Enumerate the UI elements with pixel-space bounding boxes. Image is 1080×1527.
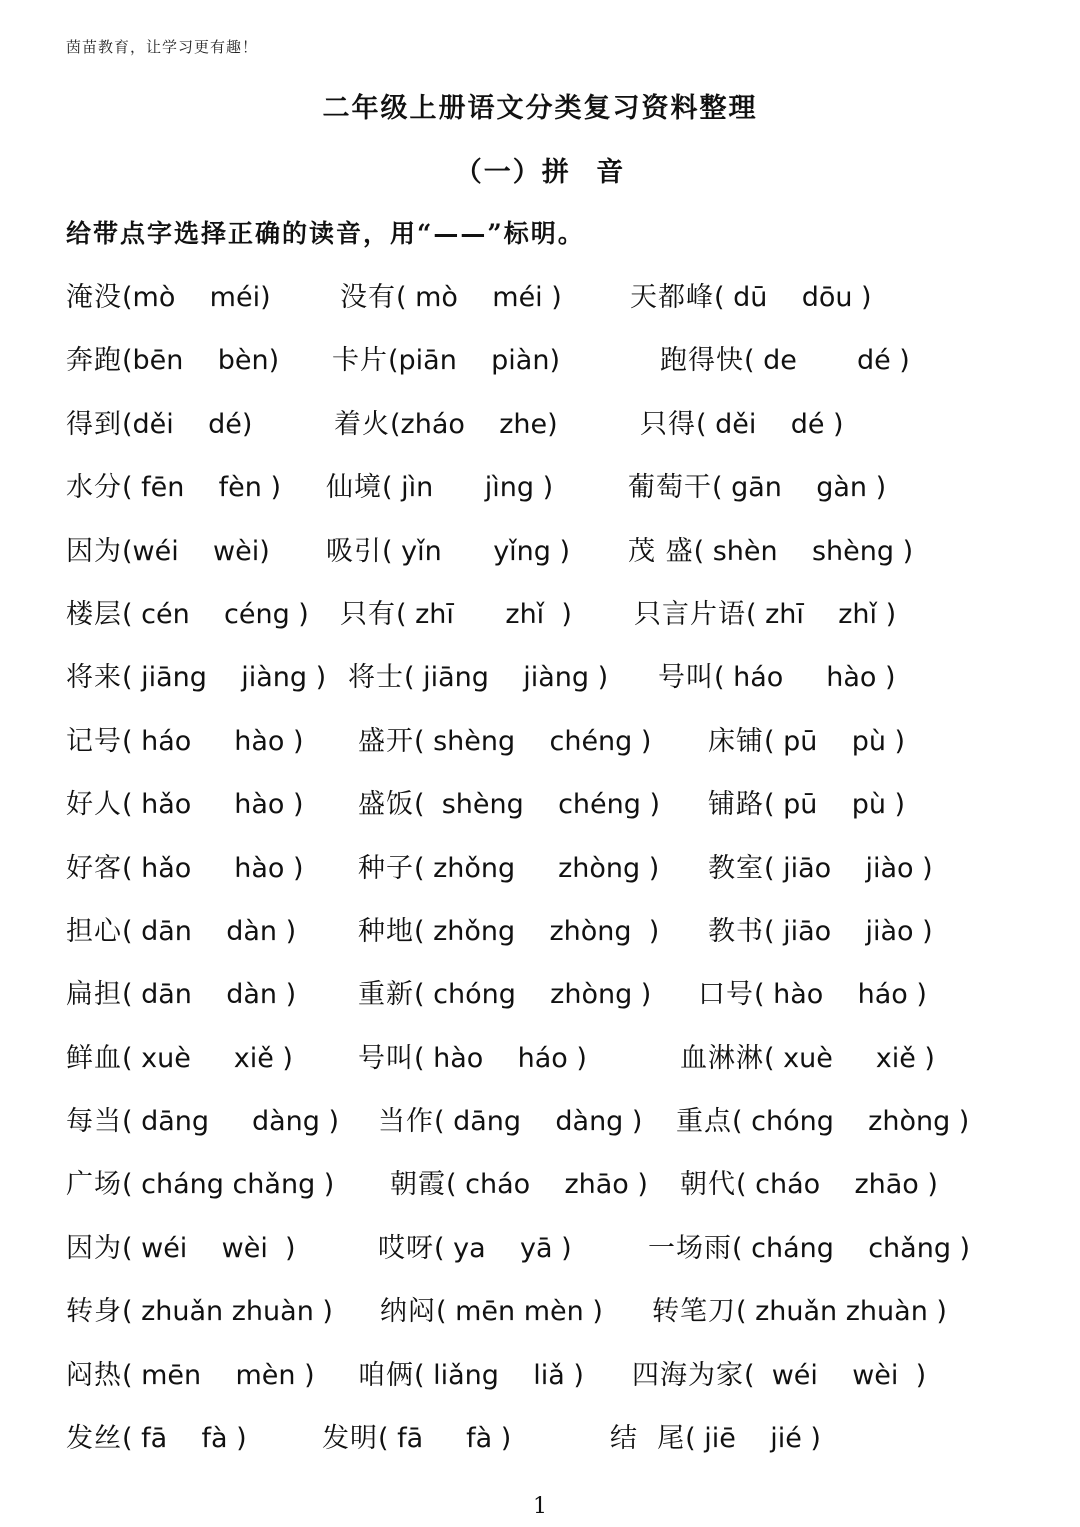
exercise-word: 发丝 bbox=[66, 1423, 122, 1455]
exercise-row bbox=[66, 843, 1026, 906]
exercise-word: 鲜血 bbox=[66, 1042, 122, 1074]
exercise-row bbox=[66, 1033, 1026, 1096]
exercise-word: 口号 bbox=[698, 979, 754, 1011]
exercise-item bbox=[66, 785, 304, 825]
exercise-row bbox=[66, 652, 1026, 715]
instruction-text: 给带点字选择正确的读音，用“——”标明。 bbox=[66, 219, 585, 248]
exercise-row bbox=[66, 1286, 1026, 1349]
exercise-item bbox=[358, 722, 651, 762]
exercise-item bbox=[66, 1229, 296, 1269]
pinyin-options: ( wéi wèi ) bbox=[122, 1232, 296, 1264]
exercise-word: 茂 盛 bbox=[628, 535, 694, 567]
pinyin-options: ( gān gàn ) bbox=[712, 472, 887, 504]
exercise-row bbox=[66, 906, 1026, 969]
pinyin-options: (bēn bèn) bbox=[122, 345, 280, 377]
exercise-word: 一场雨 bbox=[648, 1232, 732, 1264]
pinyin-options: ( mò méi ) bbox=[396, 282, 562, 313]
exercise-word: 记号 bbox=[66, 725, 122, 757]
exercise-item bbox=[708, 722, 905, 762]
exercise-item bbox=[610, 1419, 821, 1459]
exercise-row bbox=[66, 1413, 1026, 1476]
exercise-word: 扁担 bbox=[66, 979, 122, 1011]
exercise-word: 仙境 bbox=[326, 472, 382, 504]
exercise-row bbox=[66, 399, 1026, 462]
exercise-item bbox=[660, 341, 910, 381]
exercise-item bbox=[340, 278, 562, 318]
pinyin-options: ( pū pù ) bbox=[764, 789, 906, 821]
exercise-item bbox=[332, 341, 560, 381]
exercise-item bbox=[378, 1229, 572, 1269]
exercise-item bbox=[66, 1039, 293, 1079]
document-title: 二年级上册语文分类复习资料整理 bbox=[322, 93, 758, 124]
exercise-word: 将士 bbox=[348, 662, 404, 694]
pinyin-options: ( zhuǎn zhuàn ) bbox=[122, 1296, 333, 1328]
exercise-word: 当作 bbox=[378, 1106, 434, 1138]
pinyin-options: ( de dé ) bbox=[744, 345, 910, 377]
exercise-word: 咱俩 bbox=[358, 1359, 414, 1391]
exercise-word: 四海为家 bbox=[632, 1359, 744, 1391]
pinyin-options: ( jiāo jiào ) bbox=[764, 852, 933, 884]
exercise-item bbox=[66, 278, 271, 318]
exercise-word: 闷热 bbox=[66, 1359, 122, 1391]
exercise-word: 楼层 bbox=[66, 598, 122, 630]
pinyin-options: ( dāng dàng ) bbox=[434, 1106, 643, 1138]
exercise-item bbox=[648, 1229, 970, 1269]
exercise-word: 朝代 bbox=[680, 1169, 736, 1201]
exercise-item bbox=[358, 912, 659, 952]
exercise-item bbox=[326, 532, 570, 572]
exercise-word: 重新 bbox=[358, 979, 414, 1011]
exercise-word: 种子 bbox=[358, 852, 414, 884]
pinyin-options: ( fā fà ) bbox=[378, 1423, 512, 1455]
exercise-word: 吸引 bbox=[326, 535, 382, 567]
exercise-item bbox=[708, 785, 905, 825]
exercise-item bbox=[66, 405, 252, 445]
pinyin-options: ( děi dé ) bbox=[696, 408, 844, 440]
exercise-item bbox=[358, 975, 651, 1015]
exercise-item bbox=[66, 1419, 247, 1459]
exercise-word: 好人 bbox=[66, 789, 122, 821]
exercise-word: 只言片语 bbox=[634, 598, 746, 630]
exercise-item bbox=[680, 1039, 935, 1079]
exercise-row bbox=[66, 335, 1026, 398]
exercise-word: 因为 bbox=[66, 1232, 122, 1264]
exercise-item bbox=[708, 912, 933, 952]
pinyin-exercise-list bbox=[66, 272, 1026, 1476]
exercise-item bbox=[66, 722, 304, 762]
exercise-word: 天都峰 bbox=[630, 282, 714, 313]
pinyin-options: (wéi wèi) bbox=[122, 535, 270, 567]
exercise-word: 跑得快 bbox=[660, 345, 744, 377]
pinyin-options: ( hào háo ) bbox=[754, 979, 927, 1011]
pinyin-options: ( wéi wèi ) bbox=[744, 1359, 927, 1391]
exercise-item bbox=[390, 1165, 648, 1205]
exercise-item bbox=[66, 532, 270, 572]
exercise-row bbox=[66, 1159, 1026, 1222]
exercise-item bbox=[348, 658, 608, 698]
exercise-word: 奔跑 bbox=[66, 345, 122, 377]
exercise-item bbox=[628, 532, 913, 572]
pinyin-options: ( xuè xiě ) bbox=[122, 1042, 293, 1074]
exercise-item bbox=[66, 849, 304, 889]
exercise-item bbox=[66, 658, 326, 698]
exercise-word: 水分 bbox=[66, 472, 122, 504]
pinyin-options: ( cháo zhāo ) bbox=[446, 1169, 648, 1201]
pinyin-options: ( yǐn yǐng ) bbox=[382, 535, 571, 567]
exercise-item bbox=[358, 849, 659, 889]
pinyin-options: ( fā fà ) bbox=[122, 1423, 247, 1455]
pinyin-options: ( pū pù ) bbox=[764, 725, 906, 757]
exercise-word: 盛开 bbox=[358, 725, 414, 757]
exercise-item bbox=[658, 658, 896, 698]
exercise-word: 因为 bbox=[66, 535, 122, 567]
exercise-word: 发明 bbox=[322, 1423, 378, 1455]
pinyin-options: ( cháng chǎng ) bbox=[732, 1232, 971, 1264]
exercise-row bbox=[66, 462, 1026, 525]
exercise-item bbox=[358, 785, 660, 825]
pinyin-options: ( zhī zhǐ ) bbox=[746, 598, 897, 630]
pinyin-options: ( zhuǎn zhuàn ) bbox=[736, 1296, 947, 1328]
exercise-item bbox=[322, 1419, 511, 1459]
exercise-item bbox=[378, 1102, 642, 1142]
exercise-word: 血淋淋 bbox=[680, 1042, 764, 1074]
exercise-row bbox=[66, 1223, 1026, 1286]
pinyin-options: ( dān dàn ) bbox=[122, 979, 297, 1011]
pinyin-options: ( jiāo jiào ) bbox=[764, 915, 933, 947]
exercise-word: 广场 bbox=[66, 1169, 122, 1201]
exercise-word: 好客 bbox=[66, 852, 122, 884]
exercise-word: 只得 bbox=[640, 408, 696, 440]
exercise-item bbox=[66, 341, 279, 381]
exercise-word: 号叫 bbox=[358, 1042, 414, 1074]
exercise-row bbox=[66, 969, 1026, 1032]
pinyin-options: ( jìn jìng ) bbox=[382, 472, 554, 504]
pinyin-options: ( shèn shèng ) bbox=[693, 535, 914, 567]
exercise-item bbox=[334, 405, 558, 445]
exercise-word: 没有 bbox=[340, 282, 396, 313]
exercise-word: 转笔刀 bbox=[652, 1296, 736, 1328]
exercise-row bbox=[66, 1096, 1026, 1159]
pinyin-options: ( mēn mèn ) bbox=[436, 1296, 603, 1328]
pinyin-options: ( chóng zhòng ) bbox=[414, 979, 652, 1011]
exercise-word: 担心 bbox=[66, 915, 122, 947]
pinyin-options: ( zhǒng zhòng ) bbox=[414, 852, 660, 884]
pinyin-options: (zháo zhe) bbox=[390, 408, 558, 440]
pinyin-options: ( mēn mèn ) bbox=[122, 1359, 315, 1391]
exercise-item bbox=[66, 1102, 339, 1142]
exercise-item bbox=[708, 849, 933, 889]
pinyin-options: ( jiāng jiàng ) bbox=[404, 662, 609, 694]
exercise-word: 铺路 bbox=[708, 789, 764, 821]
exercise-item bbox=[640, 405, 844, 445]
exercise-row bbox=[66, 589, 1026, 652]
exercise-word: 纳闷 bbox=[380, 1296, 436, 1328]
exercise-row bbox=[66, 526, 1026, 589]
exercise-row bbox=[66, 716, 1026, 779]
pinyin-options: ( liǎng liǎ ) bbox=[414, 1359, 584, 1391]
pinyin-options: ( hǎo hào ) bbox=[122, 789, 304, 821]
exercise-item bbox=[66, 1356, 315, 1396]
pinyin-options: ( xuè xiě ) bbox=[764, 1042, 935, 1074]
exercise-word: 教室 bbox=[708, 852, 764, 884]
exercise-word: 卡片 bbox=[332, 345, 388, 377]
pinyin-options: ( háo hào ) bbox=[122, 725, 304, 757]
pinyin-options: ( hào háo ) bbox=[414, 1042, 587, 1074]
pinyin-options: ( fēn fèn ) bbox=[122, 472, 282, 504]
exercise-item bbox=[358, 1356, 584, 1396]
exercise-word: 盛饭 bbox=[358, 789, 414, 821]
pinyin-options: ( hǎo hào ) bbox=[122, 852, 304, 884]
pinyin-options: ( chóng zhòng ) bbox=[732, 1106, 970, 1138]
exercise-word: 朝霞 bbox=[390, 1169, 446, 1201]
exercise-word: 淹没 bbox=[66, 282, 122, 313]
page-number: 1 bbox=[533, 1494, 547, 1519]
exercise-item bbox=[676, 1102, 969, 1142]
exercise-item bbox=[380, 1292, 603, 1332]
pinyin-options: ( shèng chéng ) bbox=[414, 725, 652, 757]
exercise-word: 重点 bbox=[676, 1106, 732, 1138]
exercise-word: 床铺 bbox=[708, 725, 764, 757]
exercise-item bbox=[340, 595, 572, 635]
pinyin-options: (děi dé) bbox=[122, 408, 253, 440]
pinyin-options: ( cháo zhāo ) bbox=[736, 1169, 938, 1201]
exercise-item bbox=[66, 912, 296, 952]
pinyin-options: ( cén céng ) bbox=[122, 598, 309, 630]
exercise-word: 种地 bbox=[358, 915, 414, 947]
exercise-item bbox=[66, 468, 281, 508]
exercise-item bbox=[628, 468, 886, 508]
pinyin-options: ( dū dōu ) bbox=[714, 282, 872, 313]
exercise-row bbox=[66, 1350, 1026, 1413]
exercise-row bbox=[66, 779, 1026, 842]
exercise-item bbox=[66, 595, 309, 635]
pinyin-options: ( ya yā ) bbox=[434, 1232, 572, 1264]
pinyin-options: ( háo hào ) bbox=[714, 662, 896, 694]
exercise-item bbox=[630, 278, 872, 318]
pinyin-options: ( shèng chéng ) bbox=[414, 789, 661, 821]
pinyin-options: ( zhī zhǐ ) bbox=[396, 598, 572, 630]
exercise-item bbox=[634, 595, 896, 635]
pinyin-options: (mò méi) bbox=[122, 282, 271, 313]
header-note: 茵苗教育，让学习更有趣！ bbox=[66, 38, 259, 56]
exercise-item bbox=[326, 468, 553, 508]
pinyin-options: ( zhǒng zhòng ) bbox=[414, 915, 660, 947]
exercise-item bbox=[698, 975, 927, 1015]
exercise-item bbox=[358, 1039, 587, 1079]
exercise-item bbox=[680, 1165, 938, 1205]
exercise-item bbox=[66, 1165, 334, 1205]
pinyin-options: (piān piàn) bbox=[388, 345, 560, 377]
exercise-row bbox=[66, 272, 1026, 335]
exercise-word: 哎呀 bbox=[378, 1232, 434, 1264]
exercise-item bbox=[652, 1292, 947, 1332]
exercise-word: 着火 bbox=[334, 408, 390, 440]
pinyin-options: ( dān dàn ) bbox=[122, 915, 297, 947]
exercise-word: 每当 bbox=[66, 1106, 122, 1138]
pinyin-options: ( cháng chǎng ) bbox=[122, 1169, 335, 1201]
exercise-word: 教书 bbox=[708, 915, 764, 947]
exercise-word: 号叫 bbox=[658, 662, 714, 694]
exercise-word: 转身 bbox=[66, 1296, 122, 1328]
exercise-word: 葡萄干 bbox=[628, 472, 712, 504]
exercise-word: 结 尾 bbox=[610, 1423, 686, 1455]
exercise-item bbox=[66, 975, 296, 1015]
exercise-word: 得到 bbox=[66, 408, 122, 440]
pinyin-options: ( jiāng jiàng ) bbox=[122, 662, 327, 694]
pinyin-options: ( dāng dàng ) bbox=[122, 1106, 340, 1138]
exercise-item bbox=[632, 1356, 926, 1396]
pinyin-options: ( jiē jié ) bbox=[685, 1423, 821, 1455]
section-title: （一）拼 音 bbox=[454, 157, 626, 188]
exercise-word: 只有 bbox=[340, 598, 396, 630]
exercise-word: 将来 bbox=[66, 662, 122, 694]
exercise-item bbox=[66, 1292, 333, 1332]
